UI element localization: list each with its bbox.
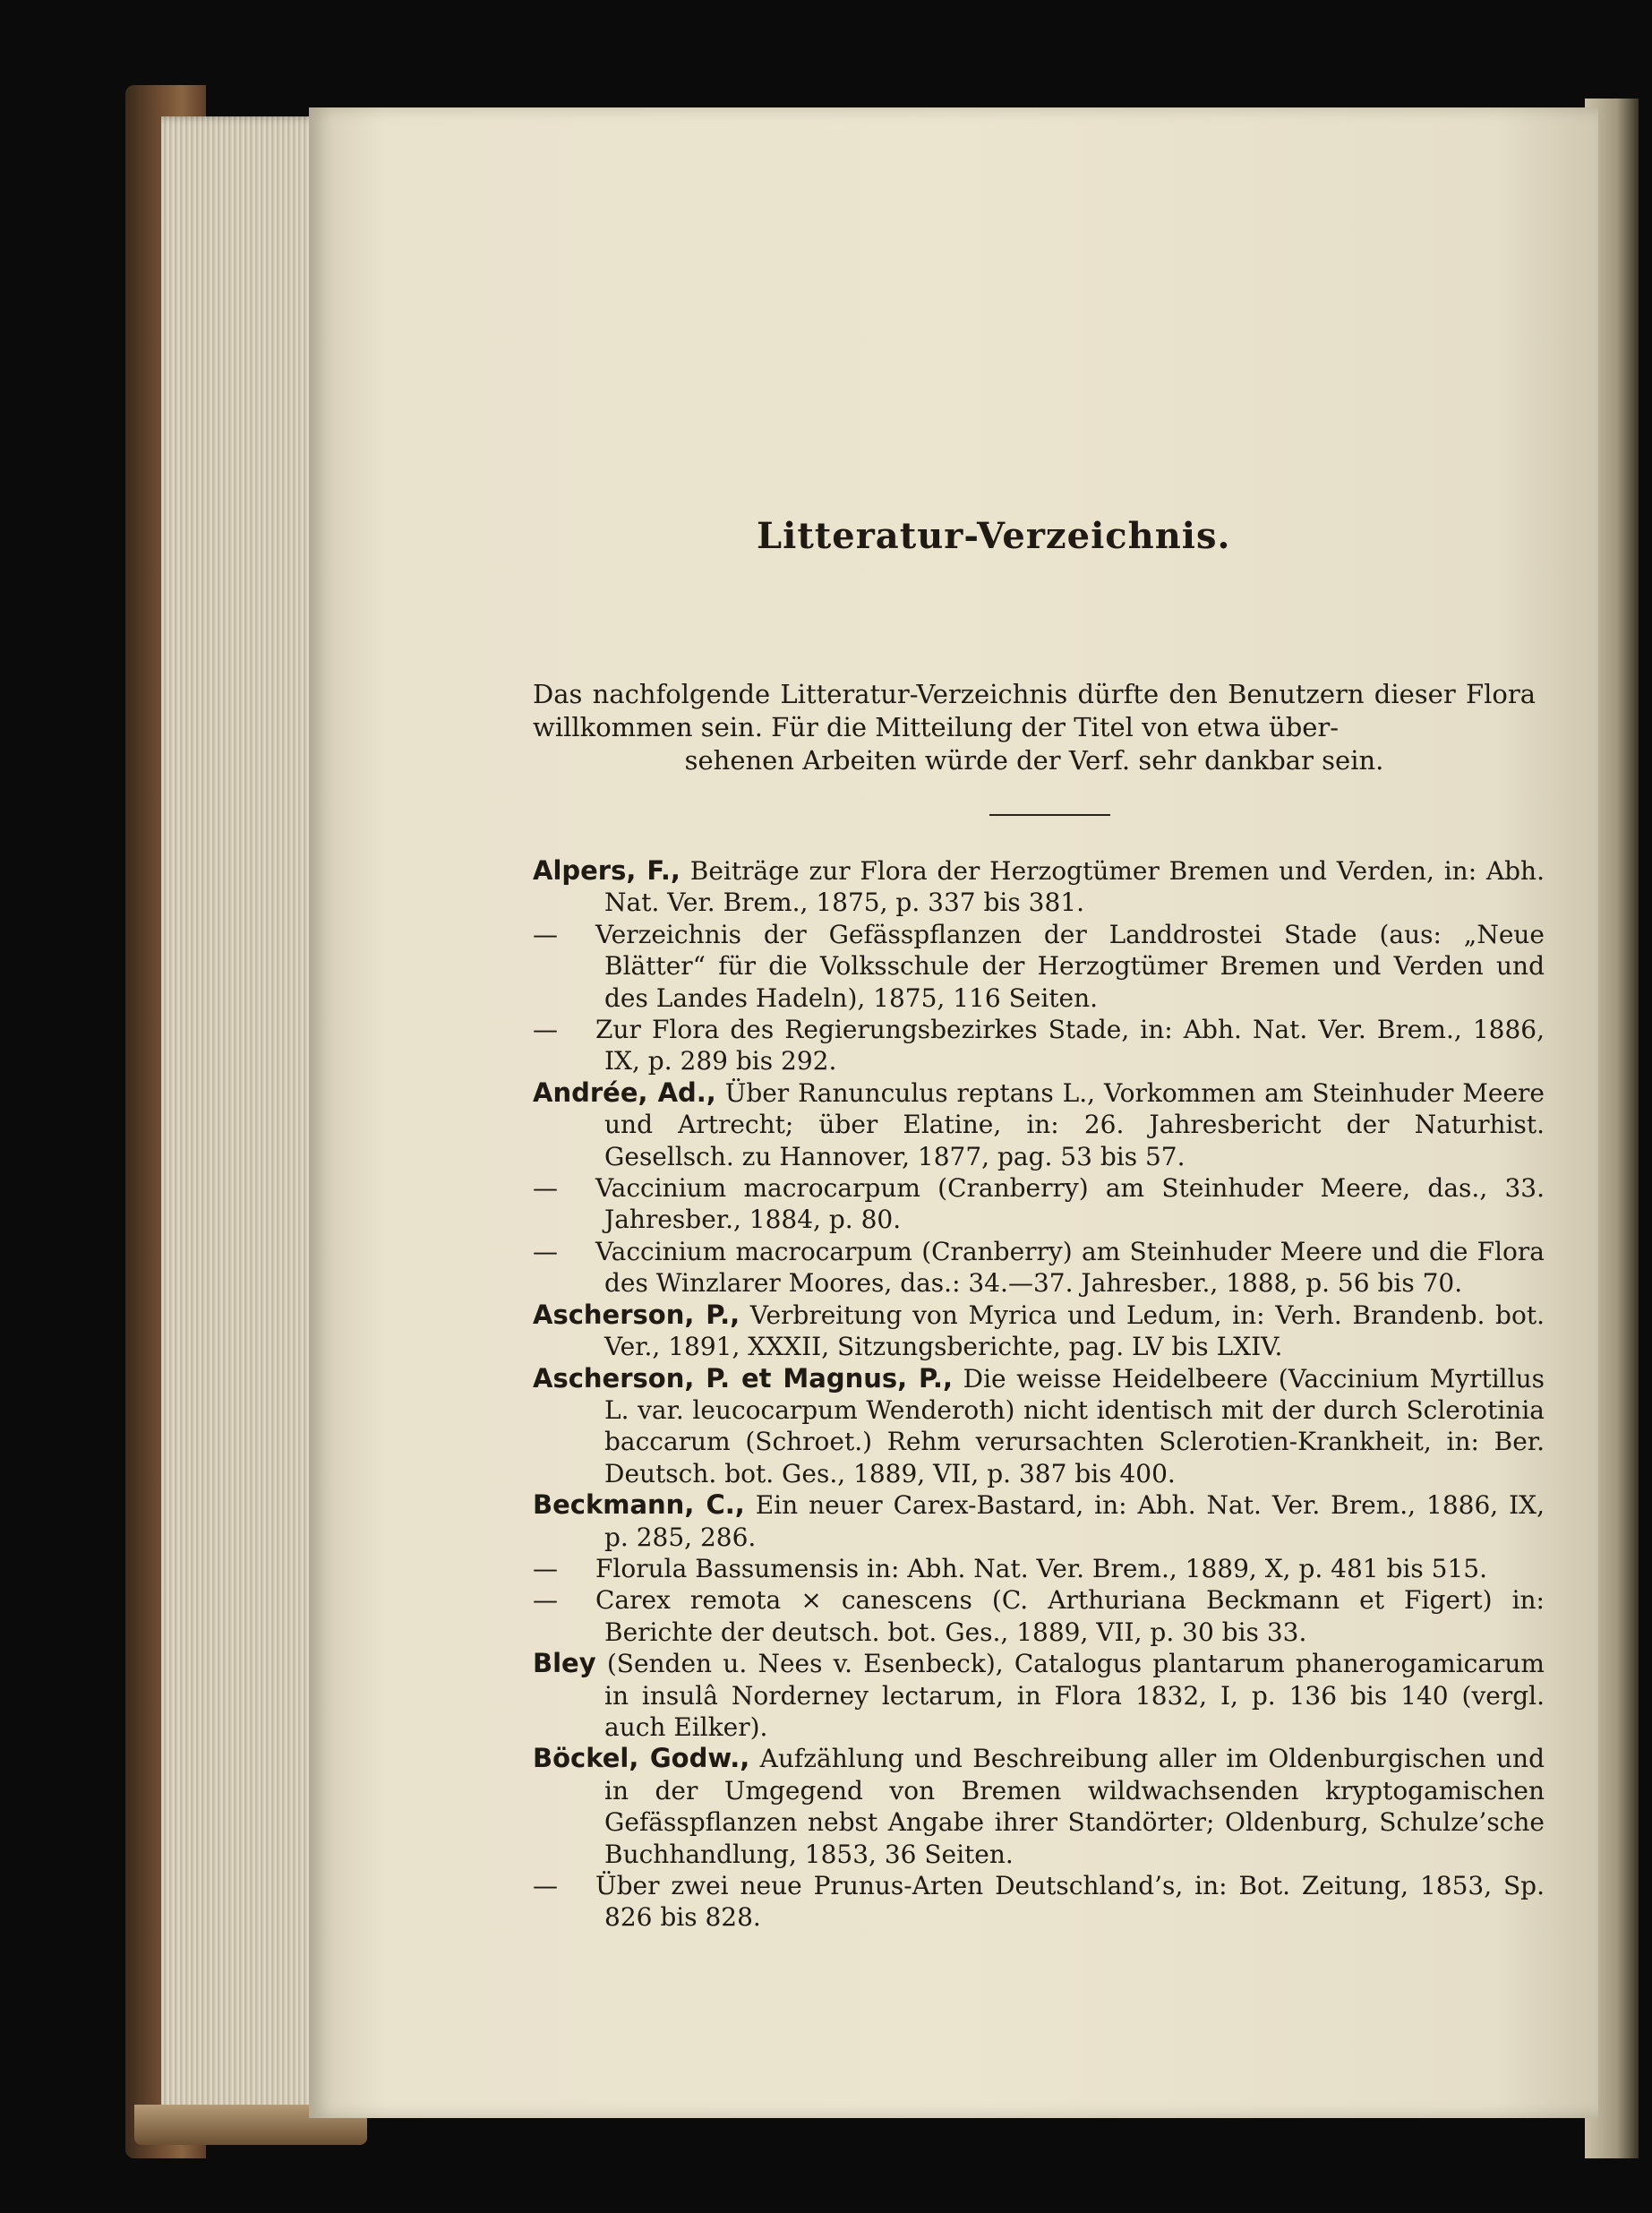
entry-dash: — <box>533 1585 558 1616</box>
bibliography-entry <box>533 919 1545 1014</box>
entry-dash: — <box>533 1871 558 1900</box>
entry-dash: — <box>533 1236 558 1266</box>
entry-text: Vaccinium macrocarpum (Cranberry) am Steinhuder Meere, das., 33. Jahresber., 1884, p. 80. <box>595 1173 1545 1235</box>
bibliography-entry <box>533 1236 1545 1299</box>
entry-text: Carex remota × canescens (C. Arthuriana Beckmann et Figert) in: Berichte der deutsch. bot. Ges., 1889, VII, p. 30 bis 33. <box>595 1585 1545 1647</box>
entry-author: Ascherson, P., <box>533 1299 740 1330</box>
bibliography-entry <box>533 1363 1545 1490</box>
entry-author: Ascherson, P. et Magnus, P., <box>533 1362 953 1394</box>
entry-author: Beckmann, C., <box>533 1489 745 1521</box>
book-page <box>309 107 1598 2118</box>
bibliography-entry <box>533 1172 1545 1236</box>
intro-line: Das nachfolgende Litteratur-Verzeichnis dürfte den Benutzern dieser <box>533 679 1456 709</box>
bibliography-entry <box>533 1489 1545 1553</box>
bibliography-entry <box>533 1743 1545 1870</box>
bibliography-entry <box>533 1648 1545 1743</box>
entry-author: Andrée, Ad., <box>533 1076 716 1108</box>
bibliography-entry <box>533 1014 1545 1077</box>
page-title: Litteratur-Verzeichnis. <box>757 515 1231 557</box>
intro-paragraph <box>533 678 1536 777</box>
entry-dash: — <box>533 1015 558 1045</box>
entry-text: Die weisse Heidelbeere (Vaccinium Myrtillus L. var. leucocarpum Wenderoth) nicht identisch mit der durch Sclerotinia baccarum (Schroet.) Rehm verursachten Sclerotien-Krankheit, in: Ber. Deutsch. bot. Ges., 1889, VII, p. 387 bis 400. <box>604 1363 1545 1488</box>
bibliography-entry <box>533 1870 1545 1934</box>
entry-dash: — <box>533 919 558 949</box>
entry-text: Florula Bassumensis in: Abh. Nat. Ver. Brem., 1889, X, p. 481 bis 515. <box>595 1553 1488 1583</box>
entry-text: Zur Flora des Regierungsbezirkes Stade, in: Abh. Nat. Ver. Brem., 1886, IX, p. 289 bis 292. <box>595 1015 1545 1076</box>
entry-text: Verbreitung von Myrica und Ledum, in: Verh. Brandenb. bot. Ver., 1891, XXXII, Sitzungsberichte, pag. LV bis LXIV. <box>604 1299 1545 1362</box>
entry-text: Beiträge zur Flora der Herzogtümer Bremen und Verden, in: Abh. Nat. Ver. Brem., 1875, p. 337 bis 381. <box>604 856 1545 918</box>
bibliography-entry <box>533 1553 1545 1584</box>
bibliography-entry <box>533 1584 1545 1648</box>
entry-dash: — <box>533 1553 558 1583</box>
entry-author: Böckel, Godw., <box>533 1743 750 1774</box>
intro-line: sehenen Arbeiten würde der Verf. sehr dankbar sein. <box>684 745 1384 776</box>
entry-author: Alpers, F., <box>533 855 680 886</box>
bibliography-entry <box>533 855 1545 919</box>
bibliography-entry <box>533 1077 1545 1172</box>
entry-text: Aufzählung und Beschreibung aller im Oldenburgischen und in der Umgegend von Bremen wildwachsenden kryptogamischen Gefässpflanzen nebst Angabe ihrer Standörter; Oldenburg, Schulze’sche Buchhandlung, 1853, 36 Seiten. <box>604 1744 1545 1869</box>
bibliography-list <box>533 855 1545 1934</box>
entry-text: (Senden u. Nees v. Esenbeck), Catalogus plantarum phanerogamicarum in insulâ Norderney lectarum, in Flora 1832, I, p. 136 bis 140 (vergl. auch Eilker). <box>604 1649 1545 1742</box>
entry-text: Verzeichnis der Gefässpflanzen der Landdrostei Stade (aus: „Neue Blätter“ für die Volksschule der Herzogtümer Bremen und Verden und des Landes Hadeln), 1875, 116 Seiten. <box>595 919 1545 1013</box>
bibliography-entry <box>533 1299 1545 1363</box>
entry-text: Ein neuer Carex-Bastard, in: Abh. Nat. Ver. Brem., 1886, IX, p. 285, 286. <box>604 1490 1545 1552</box>
entry-dash: — <box>533 1173 558 1204</box>
intro-line: Flora willkommen sein. Für die Mitteilung der Titel von etwa über- <box>533 679 1536 742</box>
entry-text: Über Ranunculus reptans L., Vorkommen am Steinhuder Meere und Artrecht; über Elatine, in: 26. Jahresbericht der Naturhist. Gesellsch. zu Hannover, 1877, pag. 53 bis 57. <box>604 1077 1545 1171</box>
separator-rule <box>989 814 1110 816</box>
entry-text: Über zwei neue Prunus-Arten Deutschland’s, in: Bot. Zeitung, 1853, Sp. 826 bis 828. <box>595 1871 1545 1933</box>
entry-author: Bley <box>533 1648 596 1679</box>
entry-text: Vaccinium macrocarpum (Cranberry) am Steinhuder Meere und die Flora des Winzlarer Moores, das.: 34.—37. Jahresber., 1888, p. 56 bis 70. <box>595 1236 1545 1299</box>
